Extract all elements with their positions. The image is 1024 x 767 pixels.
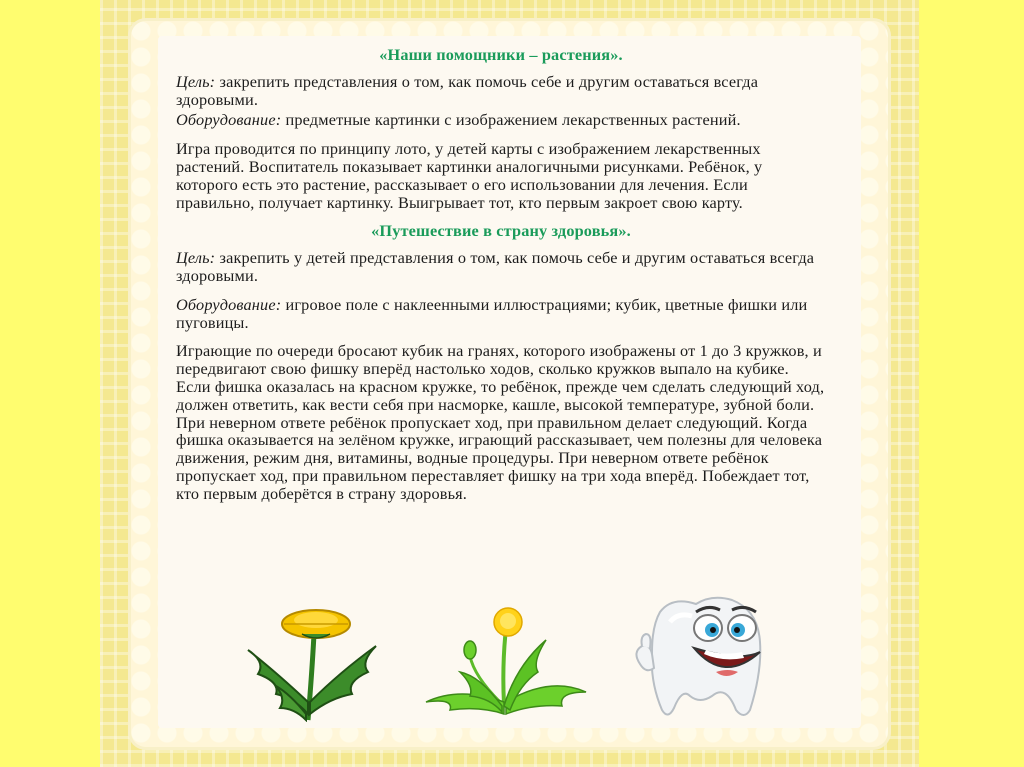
dandelion-plant-icon (420, 606, 590, 720)
document-text (176, 46, 826, 514)
section2-description: Играющие по очереди бросают кубик на гранях, которого изображены от 1 до 3 кружков, и передвигают свою фишку вперёд настолько ходов, сколько кружков выпало на кубике. Если фишка оказалась на красном кружке, то ребёнок, прежде чем сделать следующий ход, должен ответить, как вести себя при насморке, кашле, высокой температуре, зубной боли. При неверном ответе ребёнок пропускает ход, при правильном делает следующий. Когда фишка оказывается на зелёном кружке, играющий рассказывает, чем полезны для человека движения, режим дня, витамины, водные процедуры. При неверном ответе ребёнок пропускает ход, при правильном переставляет фишку на три хода вперёд. Побеждает тот, кто первым доберётся в страну здоровья. (176, 341, 825, 503)
section1-title: «Наши помощники – растения». (379, 45, 623, 64)
section1-description: Игра проводится по принципу лото, у детей карты с изображением лекарственных растений. Воспитатель показывает картинки аналогичными рисунками. Ребёнок, у которого есть это растение, рассказывает о его использовании для лечения. Если правильно, получает картинку. Выигрывает тот, кто первым закроет свою карту. (176, 139, 763, 212)
section2-equipment (176, 296, 826, 332)
section2-goal-label: Цель: (176, 248, 216, 268)
section2-equipment-text: игровое поле с наклеенными иллюстрациями; кубик, цветные фишки или пуговицы. (176, 294, 808, 332)
section1-equipment-text: предметные картинки с изображением лекарственных растений. (281, 110, 741, 130)
section1-equipment-label: Оборудование: (176, 110, 282, 130)
section2-equipment-label: Оборудование: (176, 294, 282, 314)
section2-goal-text: закрепить у детей представления о том, как помочь себе и другим оставаться всегда здоровыми. (176, 248, 815, 285)
section2-title: «Путешествие в страну здоровья». (371, 221, 631, 241)
section1-goal-text: закрепить представления о том, как помочь себе и другим оставаться всегда здоровыми. (176, 71, 759, 109)
section2-goal (176, 249, 826, 285)
section1-equipment (176, 111, 826, 129)
left-yellow-margin (0, 0, 100, 767)
right-yellow-margin (919, 0, 1024, 767)
section1-goal (176, 73, 826, 109)
dandelion-flower-icon (236, 602, 396, 722)
cartoon-tooth-icon (612, 592, 782, 720)
section1-goal-label: Цель: (176, 71, 216, 91)
